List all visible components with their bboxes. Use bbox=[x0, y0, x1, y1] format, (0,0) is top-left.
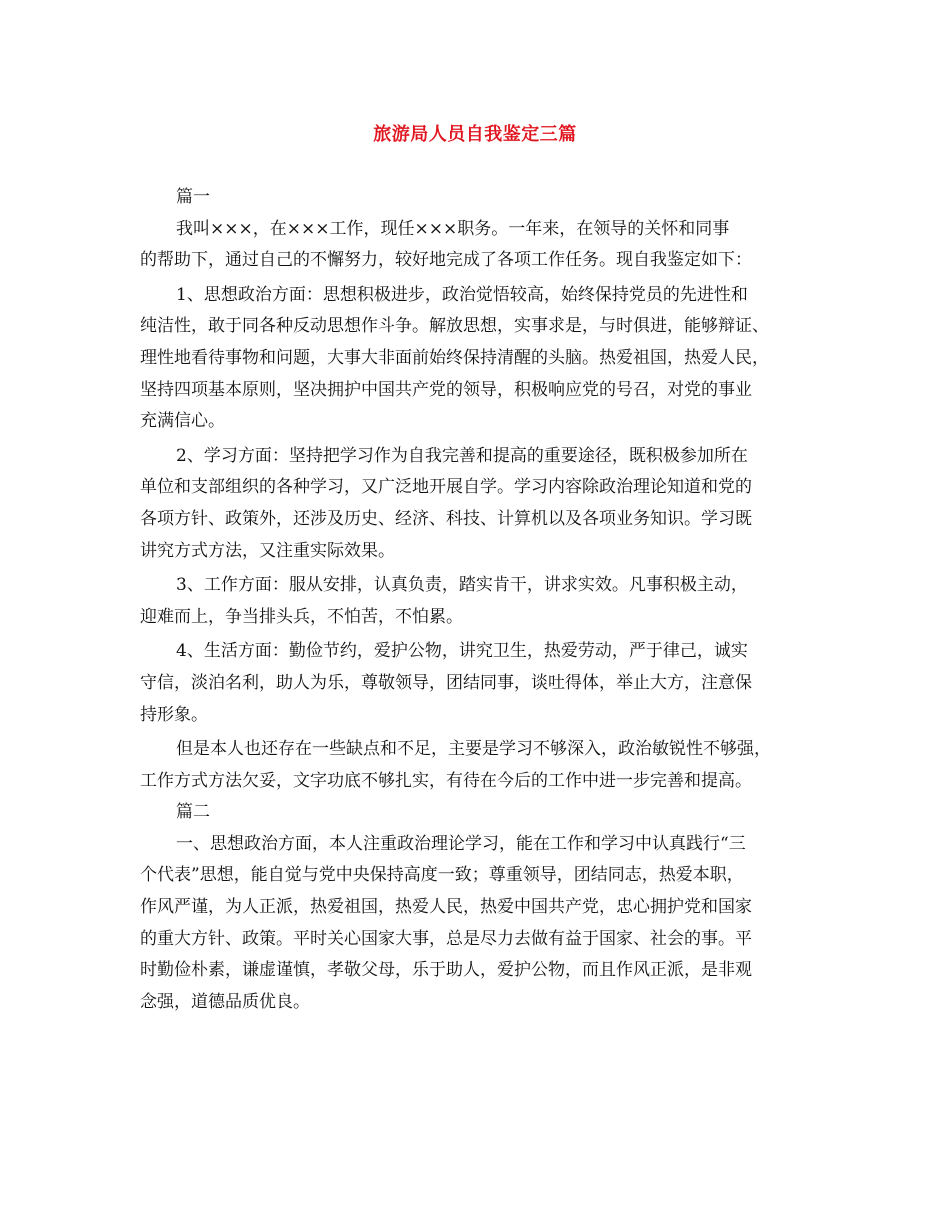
text-line: 工作方式方法欠妥，文字功底不够扎实，有待在今后的工作中进一步完善和提高。 bbox=[140, 770, 752, 791]
text-line: 1、思想政治方面：思想积极进步，政治觉悟较高，始终保持党员的先进性和 bbox=[176, 284, 748, 305]
text-line: 的帮助下，通过自己的不懈努力，较好地完成了各项工作任务。现自我鉴定如下： bbox=[140, 250, 752, 271]
text-line: 理性地看待事物和问题，大事大非面前始终保持清醒的头脑。热爱祖国，热爱人民， bbox=[140, 347, 769, 368]
text-line: 4、生活方面：勤俭节约，爱护公物，讲究卫生，热爱劳动，严于律己，诚实 bbox=[176, 641, 748, 662]
text-line: 守信，淡泊名利，助人为乐，尊敬领导，团结同事，谈吐得体，举止大方，注意保 bbox=[140, 672, 752, 693]
text-line: 各项方针、政策外，还涉及历史、经济、科技、计算机以及各项业务知识。学习既 bbox=[140, 508, 752, 529]
text-line: 2、学习方面：坚持把学习作为自我完善和提高的重要途径，既积极参加所在 bbox=[176, 445, 748, 466]
text-line: 充满信心。 bbox=[140, 411, 225, 432]
text-line: 个代表”思想，能自觉与党中央保持高度一致；尊重领导，团结同志，热爱本职， bbox=[140, 865, 744, 886]
text-line: 作风严谨，为人正派，热爱祖国，热爱人民，热爱中国共产党，忠心拥护党和国家 bbox=[140, 897, 752, 918]
text-line: 纯洁性，敢于同各种反动思想作斗争。解放思想，实事求是，与时俱进，能够辩证、 bbox=[140, 316, 769, 337]
text-line: 讲究方式方法，又注重实际效果。 bbox=[140, 540, 395, 561]
text-line: 3、工作方面：服从安排，认真负责，踏实肯干，讲求实效。凡事积极主动， bbox=[176, 575, 748, 596]
text-line: 我叫×××，在×××工作，现任×××职务。一年来，在领导的关怀和同事 bbox=[176, 218, 730, 239]
text-line: 篇二 bbox=[176, 802, 210, 823]
text-line: 时勤俭朴素，谦虚谨慎，孝敬父母，乐于助人，爱护公物，而且作风正派，是非观 bbox=[140, 960, 752, 981]
text-line: 一、思想政治方面，本人注重政治理论学习，能在工作和学习中认真践行“三 bbox=[176, 833, 746, 854]
text-line: 篇一 bbox=[176, 187, 210, 207]
text-line: 念强，道德品质优良。 bbox=[140, 991, 310, 1012]
text-line: 坚持四项基本原则，坚决拥护中国共产党的领导，积极响应党的号召，对党的事业 bbox=[140, 379, 752, 400]
text-line: 单位和支部组织的各种学习，又广泛地开展自学。学习内容除政治理论知道和党的 bbox=[140, 477, 752, 498]
text-line: 持形象。 bbox=[140, 704, 208, 725]
document-title: 旅游局人员自我鉴定三篇 bbox=[373, 124, 577, 145]
text-line: 但是本人也还存在一些缺点和不足，主要是学习不够深入，政治敏锐性不够强， bbox=[176, 739, 771, 760]
document-body bbox=[140, 182, 812, 1018]
text-line: 迎难而上，争当排头兵，不怕苦，不怕累。 bbox=[140, 606, 463, 627]
text-line: 的重大方针、政策。平时关心国家大事，总是尽力去做有益于国家、社会的事。平 bbox=[140, 928, 752, 949]
